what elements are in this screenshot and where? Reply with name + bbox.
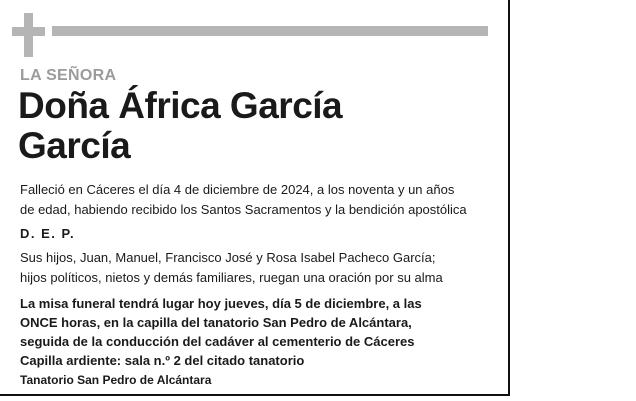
deceased-name-line: Doña África García <box>18 85 343 126</box>
service-line: seguida de la conducción del cadáver al cementerio de Cáceres <box>20 334 415 349</box>
family-line: hijos políticos, nietos y demás familiares, ruegan una oración por su alma <box>20 270 443 285</box>
deceased-name-line: García <box>18 125 131 166</box>
family-line: Sus hijos, Juan, Manuel, Francisco José y Rosa Isabel Pacheco García; <box>20 250 436 265</box>
rip-label: D. E. P. <box>20 226 76 241</box>
honorific: LA SEÑORA <box>20 67 117 84</box>
funeral-home: Tanatorio San Pedro de Alcántara <box>20 373 212 387</box>
death-announcement <box>20 180 500 220</box>
death-line: de edad, habiendo recibido los Santos Sacramentos y la bendición apostólica <box>20 202 467 217</box>
header-rule <box>52 26 488 36</box>
service-line: ONCE horas, en la capilla del tanatorio San Pedro de Alcántara, <box>20 315 412 330</box>
deceased-name <box>18 86 498 166</box>
death-line: Falleció en Cáceres el día 4 de diciembre de 2024, a los noventa y un años <box>20 182 455 197</box>
service-line: La misa funeral tendrá lugar hoy jueves, día 5 de diciembre, a las <box>20 296 422 311</box>
cross-icon <box>12 13 45 57</box>
service-line: Capilla ardiente: sala n.º 2 del citado tanatorio <box>20 353 305 368</box>
service-details <box>20 294 500 370</box>
family-message <box>20 248 500 288</box>
